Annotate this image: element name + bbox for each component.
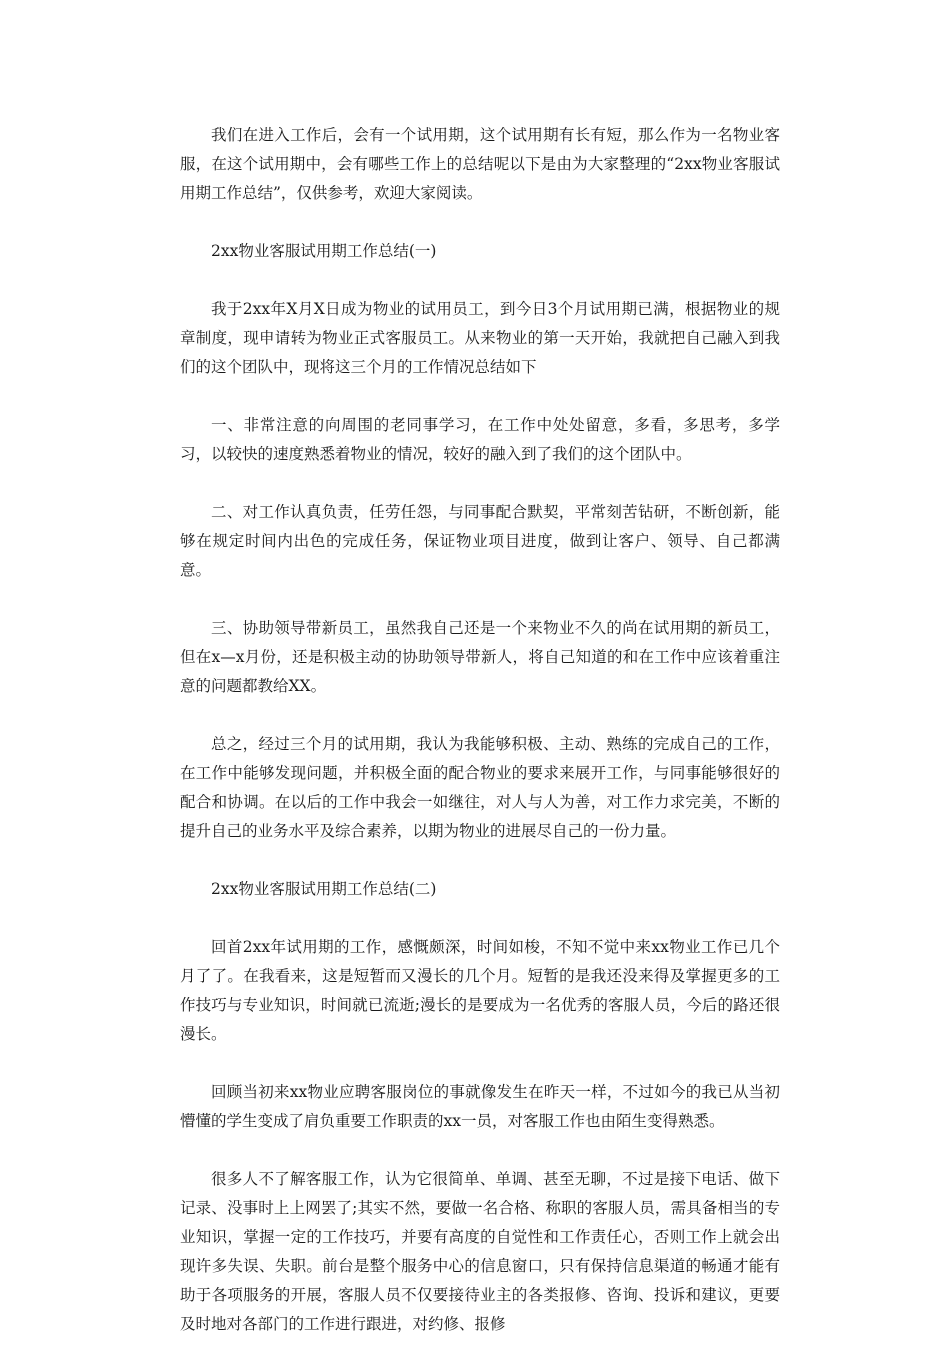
body-paragraph: 二、对工作认真负责，任劳任怨，与同事配合默契，平常刻苦钻研，不断创新，能够在规定时间内出色的完成任务，保证物业项目进度，做到让客户、领导、自己都满意。 (180, 503, 780, 579)
body-paragraph: 我于2xx年X月X日成为物业的试用员工，到今日3个月试用期已满，根据物业的规章制度，现申请转为物业正式客服员工。从来物业的第一天开始，我就把自己融入到我们的这个团队中，现将这三个月的工作情况总结如下 (180, 300, 780, 376)
body-paragraph: 一、非常注意的向周围的老同事学习，在工作中处处留意，多看，多思考，多学习，以较快的速度熟悉着物业的情况，较好的融入到了我们的这个团队中。 (180, 416, 780, 463)
body-paragraph: 三、协助领导带新员工，虽然我自己还是一个来物业不久的尚在试用期的新员工，但在x—x月份，还是积极主动的协助领导带新人，将自己知道的和在工作中应该着重注意的问题都教给XX。 (180, 619, 780, 695)
body-paragraph: 总之，经过三个月的试用期，我认为我能够积极、主动、熟练的完成自己的工作，在工作中能够发现问题，并积极全面的配合物业的要求来展开工作，与同事能够很好的配合和协调。在以后的工作中我会一如继往，对人与人为善，对工作力求完美，不断的提升自己的业务水平及综合素养，以期为物业的进展尽自己的一份力量。 (180, 735, 780, 840)
section-heading-2: 2xx物业客服试用期工作总结(二) (211, 880, 437, 898)
intro-paragraph: 我们在进入工作后，会有一个试用期，这个试用期有长有短，那么作为一名物业客服，在这个试用期中，会有哪些工作上的总结呢以下是由为大家整理的“2xx物业客服试用期工作总结”，仅供参考，欢迎大家阅读。 (180, 126, 780, 202)
body-paragraph: 很多人不了解客服工作，认为它很简单、单调、甚至无聊，不过是接下电话、做下记录、没事时上上网罢了;其实不然，要做一名合格、称职的客服人员，需具备相当的专业知识，掌握一定的工作技巧，并要有高度的自觉性和工作责任心，否则工作上就会出现许多失误、失职。前台是整个服务中心的信息窗口，只有保持信息渠道的畅通才能有助于各项服务的开展，客服人员不仅要接待业主的各类报修、咨询、投诉和建议，更要及时地对各部门的工作进行跟进，对约修、报修 (180, 1170, 780, 1333)
body-paragraph: 回首2xx年试用期的工作，感慨颇深，时间如梭，不知不觉中来xx物业工作已几个月了了。在我看来，这是短暂而又漫长的几个月。短暂的是我还没来得及掌握更多的工作技巧与专业知识，时间就已流逝;漫长的是要成为一名优秀的客服人员，今后的路还很漫长。 (180, 938, 780, 1043)
document-body (180, 121, 780, 1368)
section-heading-1: 2xx物业客服试用期工作总结(一) (211, 242, 437, 260)
body-paragraph: 回顾当初来xx物业应聘客服岗位的事就像发生在昨天一样，不过如今的我已从当初懵懂的学生变成了肩负重要工作职责的xx一员，对客服工作也由陌生变得熟悉。 (180, 1083, 780, 1130)
